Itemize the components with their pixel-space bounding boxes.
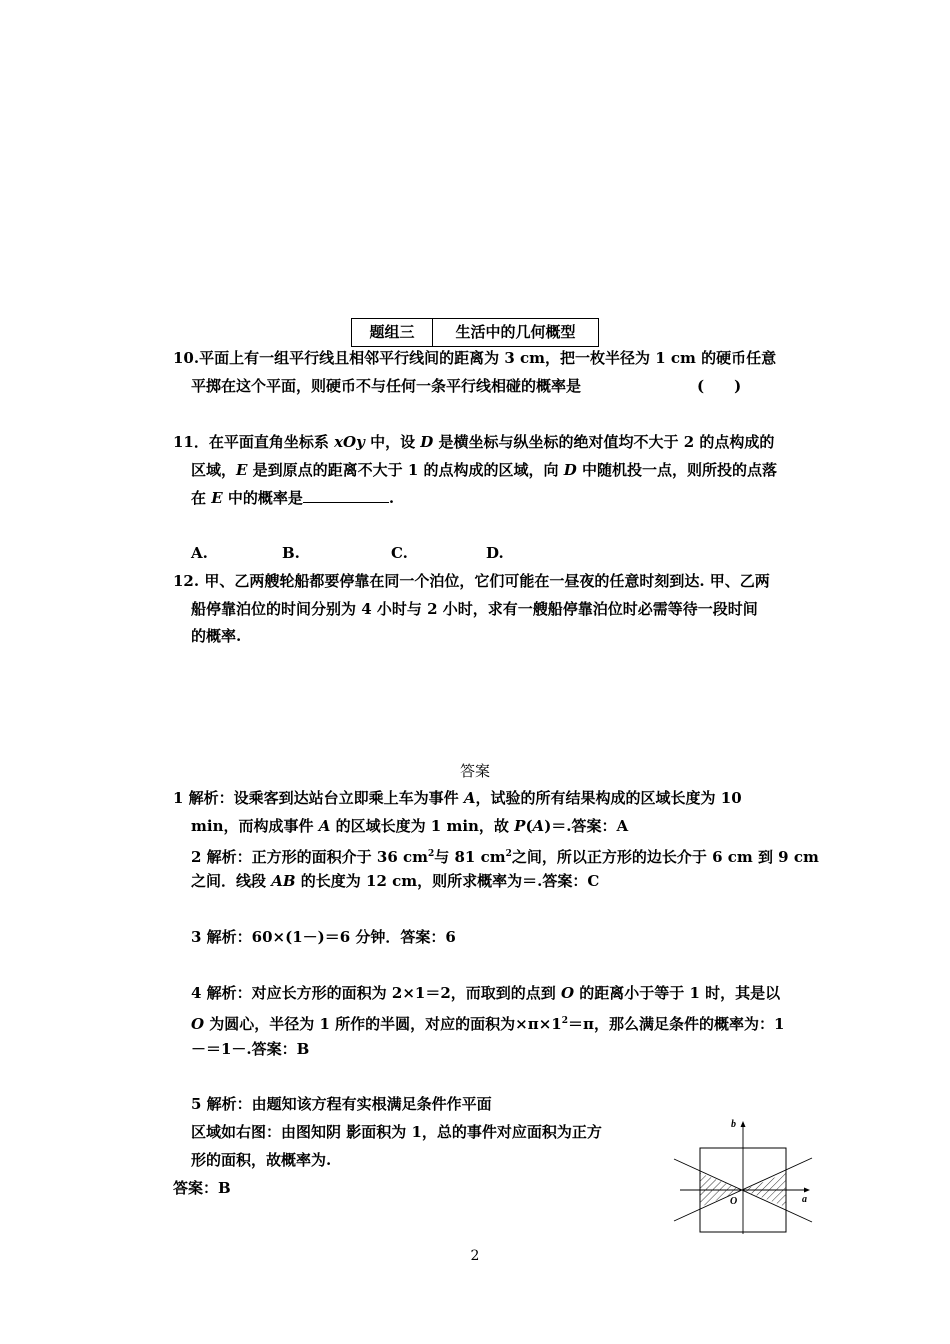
answer1-line2: min，而构成事件 A 的区域长度为 1 min，故 P(A)＝.答案：A <box>191 817 629 835</box>
answer2-line2: 之间．线段 AB 的长度为 12 cm，则所求概率为＝.答案：C <box>191 872 600 890</box>
q11-line1: 11．在平面直角坐标系 xOy 中，设 D 是横坐标与纵坐标的绝对值均不大于 2 的点构成的 <box>173 433 775 451</box>
q11-line2: 区域，E 是到原点的距离不大于 1 的点构成的区域，向 D 中随机投一点，则所投的点落 <box>191 461 778 479</box>
option-a: A. <box>191 544 208 562</box>
b-axis-arrow-icon <box>741 1121 746 1127</box>
answer4-line1: 4 解析：对应长方形的面积为 2×1＝2，而取到的点到 O 的距离小于等于 1 时，其是以 <box>191 984 781 1002</box>
q12-line2: 船停靠泊位的时间分别为 4 小时与 2 小时，求有一艘船停靠泊位时必需等待一段时间 <box>191 600 758 618</box>
region-figure <box>670 1112 820 1237</box>
answer-blank <box>303 488 389 503</box>
q10-bracket: ( ) <box>697 377 742 395</box>
section-title: 生活中的几何概型 <box>455 323 576 341</box>
q10-line1: 10.平面上有一组平行线且相邻平行线间的距离为 3 cm，把一枚半径为 1 cm 的硬币任意 <box>173 349 777 367</box>
answers-heading: 答案 <box>459 762 490 780</box>
answer5-line2: 区域如右图：由图知阴 影面积为 1，总的事件对应面积为正方 <box>191 1123 602 1141</box>
a-axis-label: a <box>802 1194 807 1205</box>
answer4-line3: －＝1－.答案：B <box>191 1040 310 1058</box>
section-label: 题组三 <box>352 319 433 346</box>
b-axis-label: b <box>731 1119 736 1130</box>
page-number: 2 <box>470 1248 480 1264</box>
section-title-box <box>351 318 599 347</box>
answer3: 3 解析：60×(1－)＝6 分钟．答案：6 <box>191 928 456 946</box>
a-axis-arrow-icon <box>804 1188 810 1193</box>
q11-line3: 在 E 中的概率是 . <box>191 489 395 507</box>
answer5-final: 答案：B <box>173 1179 231 1197</box>
answer2-line1: 2 解析：正方形的面积介于 36 $cm^2$与 81 $cm^2$之间，所以正方形的边长介于 6 cm 到 9 cm <box>191 848 819 866</box>
answer4-line2: O 为圆心，半径为 1 所作的半圆，对应的面积为$\times\pi\times 1^2=\pi$，那么满足条件的概率为：1 <box>191 1015 785 1033</box>
option-c: C. <box>391 544 408 562</box>
q12-line1: 12. 甲、乙两艘轮船都要停靠在同一个泊位，它们可能在一昼夜的任意时刻到达. 甲、乙两 <box>173 572 770 590</box>
option-d: D. <box>486 544 504 562</box>
origin-label: O <box>730 1196 738 1207</box>
answer1-line1: 1 解析：设乘客到达站台立即乘上车为事件 A，试验的所有结果构成的区域长度为 10 <box>173 789 742 807</box>
option-b: B. <box>282 544 300 562</box>
q10-line2: 平掷在这个平面，则硬币不与任何一条平行线相碰的概率是 <box>191 377 582 395</box>
q12-line3: 的概率. <box>191 627 242 645</box>
answer5-line3: 形的面积，故概率为. <box>191 1151 332 1169</box>
answer5-line1: 5 解析：由题知该方程有实根满足条件作平面 <box>191 1095 492 1113</box>
